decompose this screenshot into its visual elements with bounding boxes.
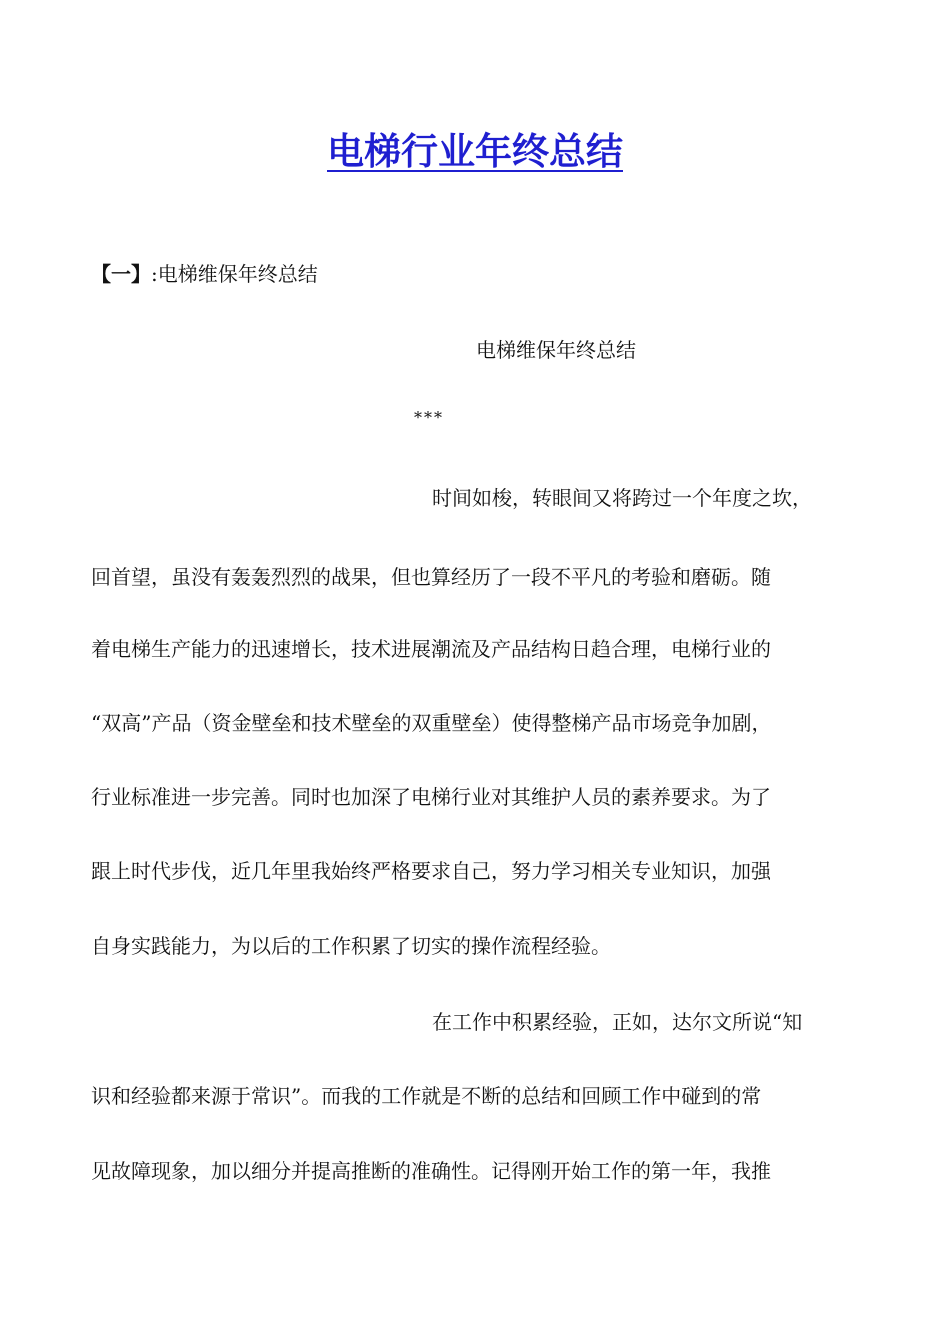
- section-heading: [91, 258, 318, 290]
- section-heading-text: :电梯维保年终总结: [151, 262, 318, 286]
- paragraph-line: 行业标准进一步完善。同时也加深了电梯行业对其维护人员的素养要求。为了: [91, 785, 771, 809]
- section-label: 【一】: [91, 262, 151, 286]
- author-placeholder: ***: [414, 408, 444, 427]
- paragraph-line: 识和经验都来源于常识”。而我的工作就是不断的总结和回顾工作中碰到的常: [91, 1084, 762, 1108]
- document-title: 电梯行业年终总结: [327, 130, 623, 173]
- paragraph-line: 时间如梭，转眼间又将跨过一个年度之坎，: [432, 486, 812, 510]
- paragraph-line: 在工作中积累经验，正如，达尔文所说“知: [432, 1010, 803, 1034]
- paragraph-line: 见故障现象，加以细分并提高推断的准确性。记得刚开始工作的第一年，我推: [91, 1159, 771, 1183]
- paragraph-line: 自身实践能力，为以后的工作积累了切实的操作流程经验。: [91, 934, 611, 958]
- paragraph-line: 回首望，虽没有轰轰烈烈的战果，但也算经历了一段不平凡的考验和磨砺。随: [91, 565, 771, 589]
- article-subtitle: 电梯维保年终总结: [476, 338, 636, 362]
- paragraph-line: “双高”产品（资金壁垒和技术壁垒的双重壁垒）使得整梯产品市场竞争加剧，: [91, 711, 772, 735]
- paragraph-line: 跟上时代步伐，近几年里我始终严格要求自己，努力学习相关专业知识，加强: [91, 859, 771, 883]
- paragraph-line: 着电梯生产能力的迅速增长，技术进展潮流及产品结构日趋合理，电梯行业的: [91, 637, 771, 661]
